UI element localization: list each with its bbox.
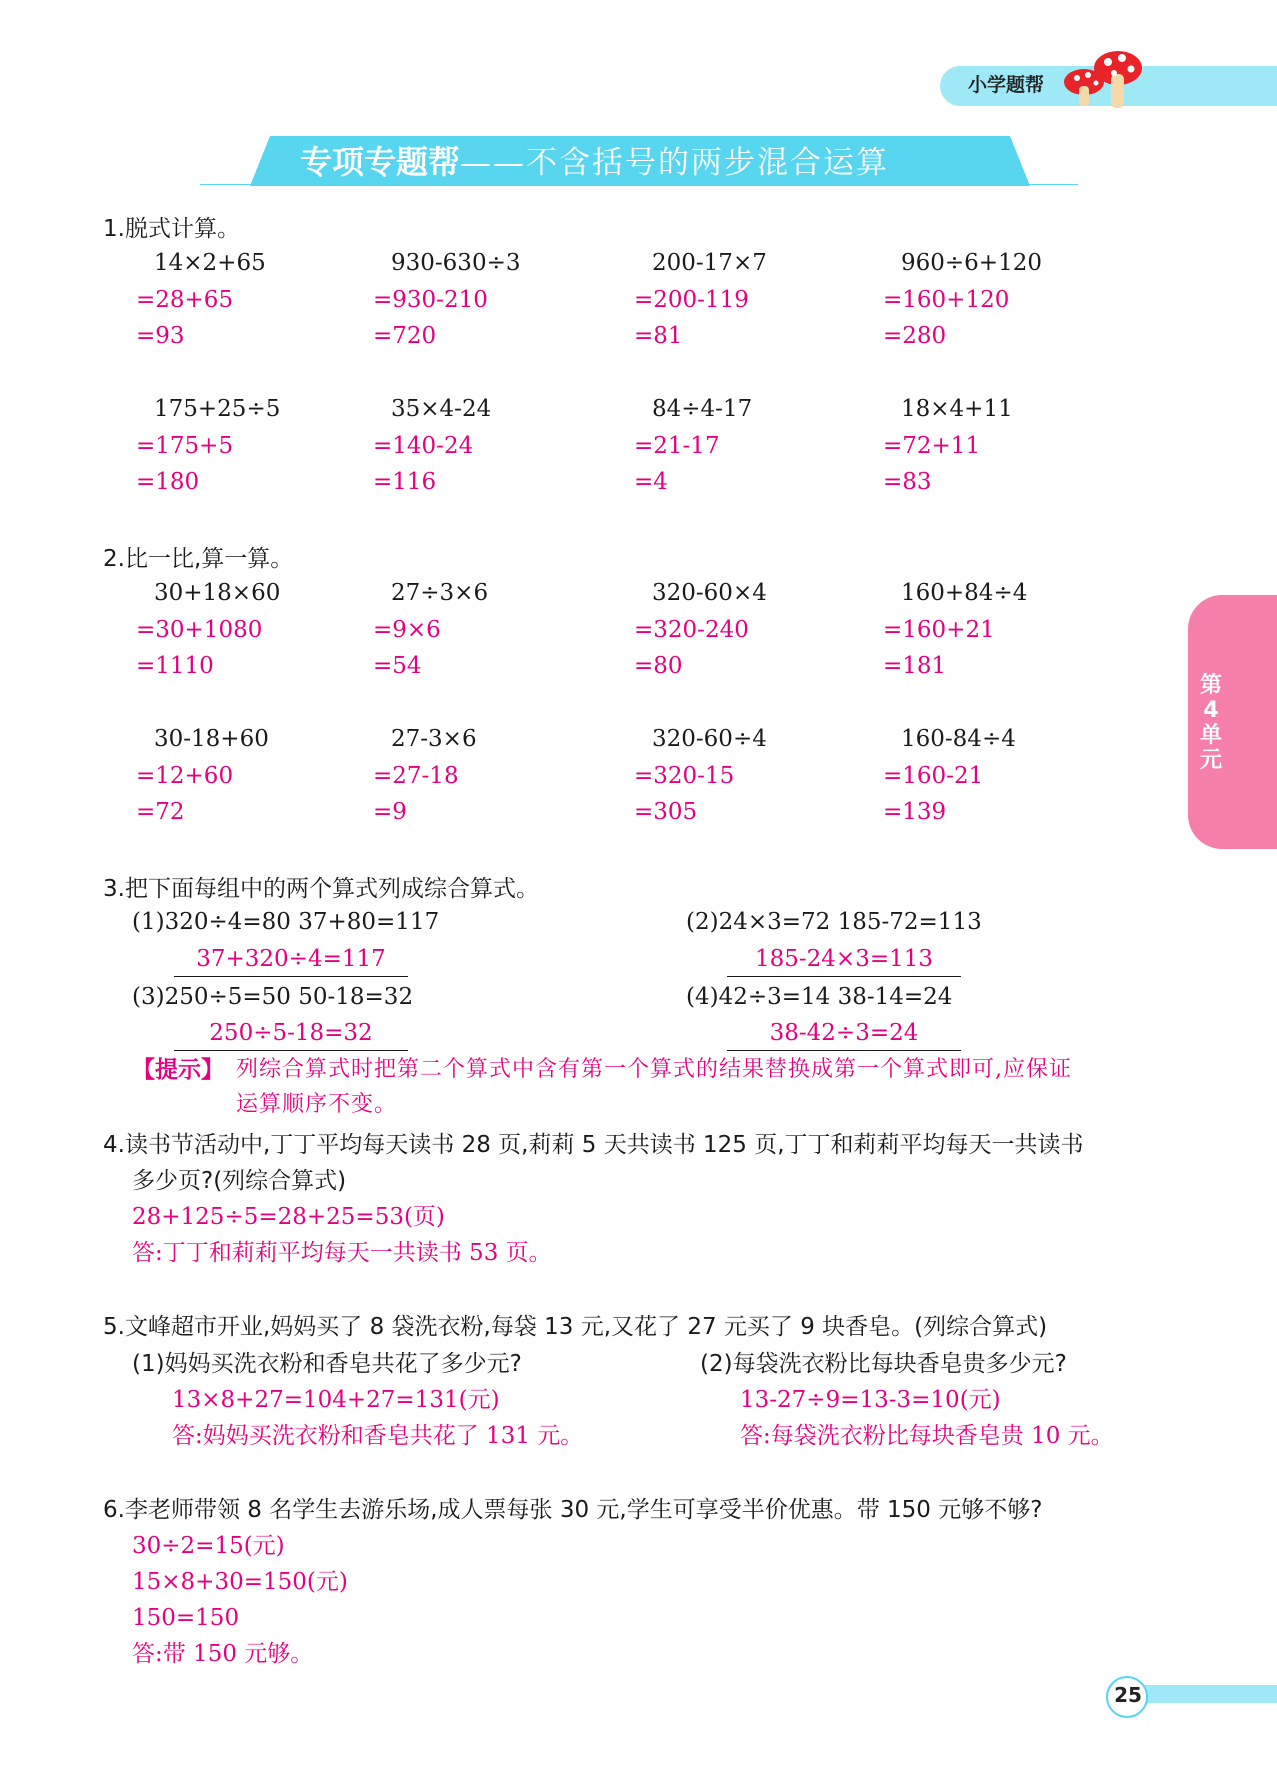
- q2-r1-c2-expression: 27÷3×6: [391, 580, 489, 606]
- q3-item-4-answer: 38-42÷3=24: [727, 1018, 961, 1051]
- q3-item-2-answer: 185-24×3=113: [727, 944, 961, 977]
- q1-title: 1.脱式计算。: [103, 216, 240, 242]
- side-tab-label: 第4单元: [1199, 673, 1222, 773]
- q4-calc: 28+125÷5=28+25=53(页): [132, 1204, 445, 1230]
- q5-sub2-question: (2)每袋洗衣粉比每块香皂贵多少元?: [700, 1351, 1067, 1377]
- page-number-bar: [1132, 1685, 1277, 1703]
- q1-r1-c4-step-2: =280: [883, 323, 947, 349]
- q6-line-3: 150=150: [132, 1605, 240, 1631]
- q2-r1-c4-step-2: =181: [883, 653, 947, 679]
- q2-title: 2.比一比,算一算。: [103, 546, 294, 572]
- q6-line-2: 15×8+30=150(元): [132, 1569, 348, 1595]
- q2-r1-c1-step-1: =30+1080: [136, 617, 263, 643]
- q1-r1-c3-step-2: =81: [634, 323, 683, 349]
- q1-r1-c1-step-2: =93: [136, 323, 185, 349]
- q2-r1-c4-step-1: =160+21: [883, 617, 995, 643]
- q3-item-2-given: (2)24×3=72 185-72=113: [686, 909, 982, 935]
- q6-line-1: 30÷2=15(元): [132, 1533, 285, 1559]
- q4-answer: 答:丁丁和莉莉平均每天一共读书 53 页。: [132, 1240, 552, 1266]
- q1-r2-c3-step-1: =21-17: [634, 433, 720, 459]
- q1-r2-c3-step-2: =4: [634, 469, 668, 495]
- q1-r1-c2-step-1: =930-210: [373, 287, 488, 313]
- q2-r2-c4-expression: 160-84÷4: [901, 726, 1016, 752]
- q2-r2-c2-step-2: =9: [373, 799, 407, 825]
- q1-r2-c2-expression: 35×4-24: [391, 396, 492, 422]
- q1-r2-c4-step-1: =72+11: [883, 433, 981, 459]
- banner-title: [300, 142, 889, 182]
- q4-line1: 4.读书节活动中,丁丁平均每天读书 28 页,莉莉 5 天共读书 125 页,丁丁和莉莉平均每天一共读书: [103, 1132, 1084, 1158]
- q3-hint-label: 【提示】: [132, 1057, 224, 1083]
- banner-title-rest: ——不含括号的两步混合运算: [460, 145, 890, 181]
- q5-sub1-answer: 答:妈妈买洗衣粉和香皂共花了 131 元。: [172, 1423, 584, 1449]
- q2-r1-c3-expression: 320-60×4: [652, 580, 767, 606]
- q2-r2-c1-step-1: =12+60: [136, 763, 234, 789]
- q3-item-1-given: (1)320÷4=80 37+80=117: [132, 909, 440, 935]
- q1-r1-c1-step-1: =28+65: [136, 287, 234, 313]
- q1-r2-c2-step-2: =116: [373, 469, 437, 495]
- q2-r1-c1-expression: 30+18×60: [154, 580, 281, 606]
- q2-r1-c3-step-1: =320-240: [634, 617, 749, 643]
- q2-r1-c2-step-1: =9×6: [373, 617, 441, 643]
- q2-r2-c3-step-2: =305: [634, 799, 698, 825]
- q1-r1-c3-expression: 200-17×7: [652, 250, 767, 276]
- q1-r2-c1-step-1: =175+5: [136, 433, 234, 459]
- q5-sub2-calc: 13-27÷9=13-3=10(元): [740, 1387, 1001, 1413]
- q6-line-4: 答:带 150 元够。: [132, 1641, 314, 1667]
- q1-r1-c2-expression: 930-630÷3: [391, 250, 521, 276]
- q1-r2-c2-step-1: =140-24: [373, 433, 474, 459]
- q6-title: 6.李老师带领 8 名学生去游乐场,成人票每张 30 元,学生可享受半价优惠。带 150 元够不够?: [103, 1497, 1043, 1523]
- q5-sub1-question: (1)妈妈买洗衣粉和香皂共花了多少元?: [132, 1351, 522, 1377]
- q5-title: 5.文峰超市开业,妈妈买了 8 袋洗衣粉,每袋 13 元,又花了 27 元买了 9 块香皂。(列综合算式): [103, 1314, 1048, 1340]
- header-brand: 小学题帮: [968, 74, 1045, 96]
- q1-r2-c3-expression: 84÷4-17: [652, 396, 753, 422]
- q5-sub2-answer: 答:每袋洗衣粉比每块香皂贵 10 元。: [740, 1423, 1114, 1449]
- q3-title: 3.把下面每组中的两个算式列成综合算式。: [103, 876, 539, 902]
- q1-r1-c1-expression: 14×2+65: [154, 250, 266, 276]
- q3-hint-line1: 列综合算式时把第二个算式中含有第一个算式的结果替换成第一个算式即可,应保证: [236, 1057, 1072, 1082]
- q2-r1-c3-step-2: =80: [634, 653, 683, 679]
- q2-r1-c1-step-2: =1110: [136, 653, 214, 679]
- page-number: 25: [1114, 1683, 1142, 1707]
- q1-r2-c4-step-2: =83: [883, 469, 932, 495]
- q1-r1-c4-expression: 960÷6+120: [901, 250, 1042, 276]
- q1-r2-c1-step-2: =180: [136, 469, 200, 495]
- q1-r1-c3-step-1: =200-119: [634, 287, 749, 313]
- q2-r2-c3-step-1: =320-15: [634, 763, 735, 789]
- q2-r2-c2-expression: 27-3×6: [391, 726, 477, 752]
- q1-r1-c4-step-1: =160+120: [883, 287, 1010, 313]
- q3-item-1-answer: 37+320÷4=117: [174, 944, 408, 977]
- q5-sub1-calc: 13×8+27=104+27=131(元): [172, 1387, 500, 1413]
- q2-r2-c2-step-1: =27-18: [373, 763, 459, 789]
- q4-line2: 多少页?(列综合算式): [132, 1168, 347, 1194]
- q2-r2-c1-step-2: =72: [136, 799, 185, 825]
- q2-r2-c3-expression: 320-60÷4: [652, 726, 767, 752]
- q3-item-4-given: (4)42÷3=14 38-14=24: [686, 984, 953, 1010]
- q3-hint-line2: 运算顺序不变。: [236, 1092, 398, 1117]
- q1-r2-c1-expression: 175+25÷5: [154, 396, 281, 422]
- q2-r2-c4-step-1: =160-21: [883, 763, 984, 789]
- q2-r2-c1-expression: 30-18+60: [154, 726, 269, 752]
- q1-r2-c4-expression: 18×4+11: [901, 396, 1013, 422]
- q3-item-3-given: (3)250÷5=50 50-18=32: [132, 984, 414, 1010]
- q2-r1-c2-step-2: =54: [373, 653, 422, 679]
- q2-r2-c4-step-2: =139: [883, 799, 947, 825]
- q1-r1-c2-step-2: =720: [373, 323, 437, 349]
- q2-r1-c4-expression: 160+84÷4: [901, 580, 1028, 606]
- mushroom-icon: [1062, 44, 1147, 114]
- banner-title-bold: 专项专题帮: [300, 143, 461, 181]
- q3-item-3-answer: 250÷5-18=32: [174, 1018, 408, 1051]
